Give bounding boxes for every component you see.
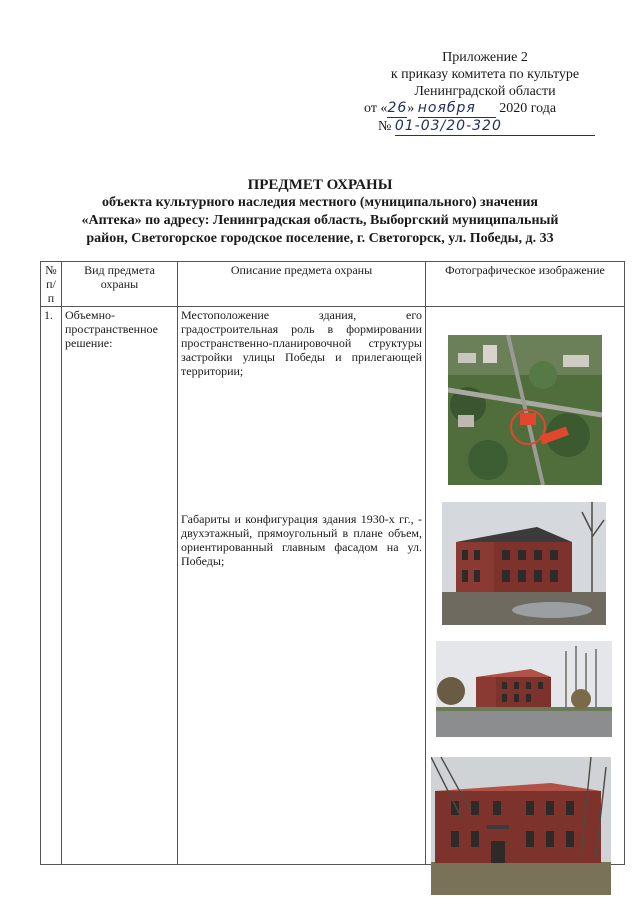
facade-photo-1 — [442, 502, 606, 625]
appendix-region: Ленинградской области — [414, 84, 556, 99]
number-handwritten: 01-03/20-320 — [395, 118, 595, 136]
description-location: Местоположение здания, его градостроительная роль в формировании пространственно-планировочной структуры застройки улицы Победы и прилегающей территории; — [181, 308, 422, 378]
row-type: Объемно-пространственное решение: — [62, 307, 178, 865]
header-description: Описание предмета охраны — [178, 262, 426, 307]
facade-photo-2 — [436, 641, 612, 737]
appendix-block — [360, 49, 610, 136]
document-heading — [30, 176, 610, 248]
heading-line-2: объекта культурного наследия местного (муниципального) значения — [101, 195, 538, 210]
date-year: 2020 года — [499, 101, 557, 116]
heading-line-3: «Аптека» по адресу: Ленинградская область, Выборгский муниципальный — [81, 213, 559, 228]
date-month-handwritten: ноября — [418, 100, 496, 118]
appendix-number — [378, 118, 610, 136]
number-prefix: № — [378, 119, 392, 134]
appendix-title: Приложение 2 — [442, 50, 528, 65]
row-num: 1. — [41, 307, 62, 865]
aerial-photo — [448, 335, 602, 485]
row-photos — [426, 307, 625, 865]
heading-title: ПРЕДМЕТ ОХРАНЫ — [247, 177, 393, 193]
date-prefix: от « — [364, 101, 388, 116]
appendix-date — [364, 100, 610, 118]
heading-line-4: район, Светогорское городское поселение, г. Светогорск, ул. Победы, д. 33 — [86, 231, 554, 246]
appendix-order-ref: к приказу комитета по культуре — [390, 67, 580, 82]
date-mid: » — [407, 101, 415, 116]
table-row — [41, 307, 625, 865]
row-description — [178, 307, 426, 865]
protection-table — [40, 261, 625, 865]
header-type: Вид предмета охраны — [62, 262, 178, 307]
header-photo: Фотографическое изображение — [426, 262, 625, 307]
facade-photo-3 — [431, 757, 611, 895]
date-day-handwritten: 26 — [387, 100, 408, 116]
header-num: № п/п — [41, 262, 62, 307]
description-dimensions: Габариты и конфигурация здания 1930-х гг., - двухэтажный, прямоугольный в плане объем, ориентированный главным фасадом на ул. Победы; — [181, 512, 422, 568]
table-header-row — [41, 262, 625, 307]
